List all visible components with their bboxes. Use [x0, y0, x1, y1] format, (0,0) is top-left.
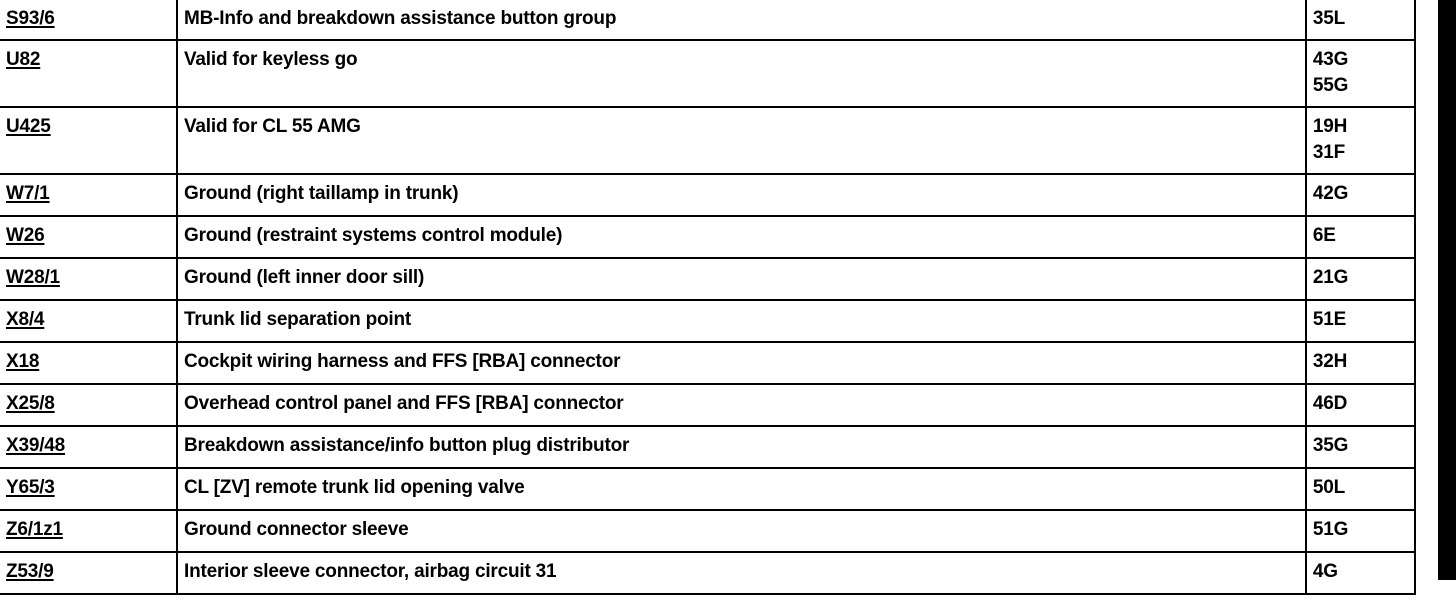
component-code-link[interactable]: X39/48 [6, 435, 66, 456]
component-code-cell [0, 216, 177, 258]
component-code-cell [0, 510, 177, 552]
table-row [0, 174, 1415, 216]
component-code-link[interactable]: U82 [6, 49, 41, 70]
grid-location-cell [1306, 468, 1415, 510]
component-code-cell [0, 468, 177, 510]
table-row [0, 216, 1415, 258]
grid-location-cell [1306, 426, 1415, 468]
component-code-link[interactable]: Z53/9 [6, 561, 54, 582]
table-row [0, 107, 1415, 174]
page-edge-bar [1438, 0, 1456, 580]
grid-location: 51G [1312, 519, 1349, 540]
component-description-cell: Ground (restraint systems control module) [177, 216, 1306, 258]
component-code-cell [0, 174, 177, 216]
grid-location: 21G [1312, 267, 1349, 288]
component-description-cell: Interior sleeve connector, airbag circuit 31 [177, 552, 1306, 594]
component-description-cell: Trunk lid separation point [177, 300, 1306, 342]
component-code-cell [0, 40, 177, 107]
grid-location: 19H [1312, 116, 1348, 137]
component-code-cell [0, 258, 177, 300]
component-code-cell [0, 107, 177, 174]
component-code-link[interactable]: W28/1 [6, 267, 60, 288]
grid-location-cell [1306, 107, 1415, 174]
grid-location-cell [1306, 216, 1415, 258]
component-code-link[interactable]: W7/1 [6, 183, 50, 204]
component-description-cell: Overhead control panel and FFS [RBA] connector [177, 384, 1306, 426]
grid-location-cell [1306, 384, 1415, 426]
component-description-cell: Valid for keyless go [177, 40, 1306, 107]
component-code-cell [0, 384, 177, 426]
grid-location-cell [1306, 342, 1415, 384]
component-code-link[interactable]: X8/4 [6, 309, 45, 330]
component-description-cell: MB-Info and breakdown assistance button group [177, 0, 1306, 40]
component-description-cell: CL [ZV] remote trunk lid opening valve [177, 468, 1306, 510]
component-code-link[interactable]: S93/6 [6, 8, 55, 29]
table-row [0, 552, 1415, 594]
table-row [0, 342, 1415, 384]
table-row [0, 384, 1415, 426]
grid-location-cell [1306, 40, 1415, 107]
component-description-cell: Ground (left inner door sill) [177, 258, 1306, 300]
component-description-cell: Cockpit wiring harness and FFS [RBA] connector [177, 342, 1306, 384]
grid-location: 6E [1312, 225, 1336, 246]
grid-location-cell [1306, 258, 1415, 300]
component-code-link[interactable]: Z6/1z1 [6, 519, 63, 540]
table-row [0, 426, 1415, 468]
component-description-cell: Ground (right taillamp in trunk) [177, 174, 1306, 216]
table-row [0, 40, 1415, 107]
component-code-cell [0, 300, 177, 342]
grid-location-cell [1306, 300, 1415, 342]
table-row [0, 468, 1415, 510]
grid-location: 43G [1312, 49, 1349, 70]
grid-location: 55G [1312, 75, 1349, 96]
grid-location: 4G [1312, 561, 1338, 582]
component-description-cell: Ground connector sleeve [177, 510, 1306, 552]
grid-location: 46D [1312, 393, 1348, 414]
component-code-link[interactable]: X18 [6, 351, 40, 372]
component-description-cell: Breakdown assistance/info button plug distributor [177, 426, 1306, 468]
grid-location: 42G [1312, 183, 1349, 204]
table-row [0, 258, 1415, 300]
grid-location-cell [1306, 552, 1415, 594]
table-row [0, 510, 1415, 552]
grid-location: 50L [1312, 477, 1346, 498]
grid-location-cell [1306, 0, 1415, 40]
grid-location: 51E [1312, 309, 1347, 330]
component-code-cell [0, 552, 177, 594]
grid-location: 31F [1312, 142, 1346, 163]
component-code-cell [0, 342, 177, 384]
grid-location: 35G [1312, 435, 1349, 456]
grid-location: 35L [1312, 8, 1346, 29]
component-code-link[interactable]: Y65/3 [6, 477, 55, 498]
table-row [0, 300, 1415, 342]
table-row [0, 0, 1415, 40]
component-code-cell [0, 0, 177, 40]
component-description-cell: Valid for CL 55 AMG [177, 107, 1306, 174]
grid-location-cell [1306, 174, 1415, 216]
component-code-link[interactable]: X25/8 [6, 393, 55, 414]
grid-location: 32H [1312, 351, 1348, 372]
grid-location-cell [1306, 510, 1415, 552]
component-code-link[interactable]: W26 [6, 225, 45, 246]
component-code-cell [0, 426, 177, 468]
component-code-link[interactable]: U425 [6, 116, 51, 137]
